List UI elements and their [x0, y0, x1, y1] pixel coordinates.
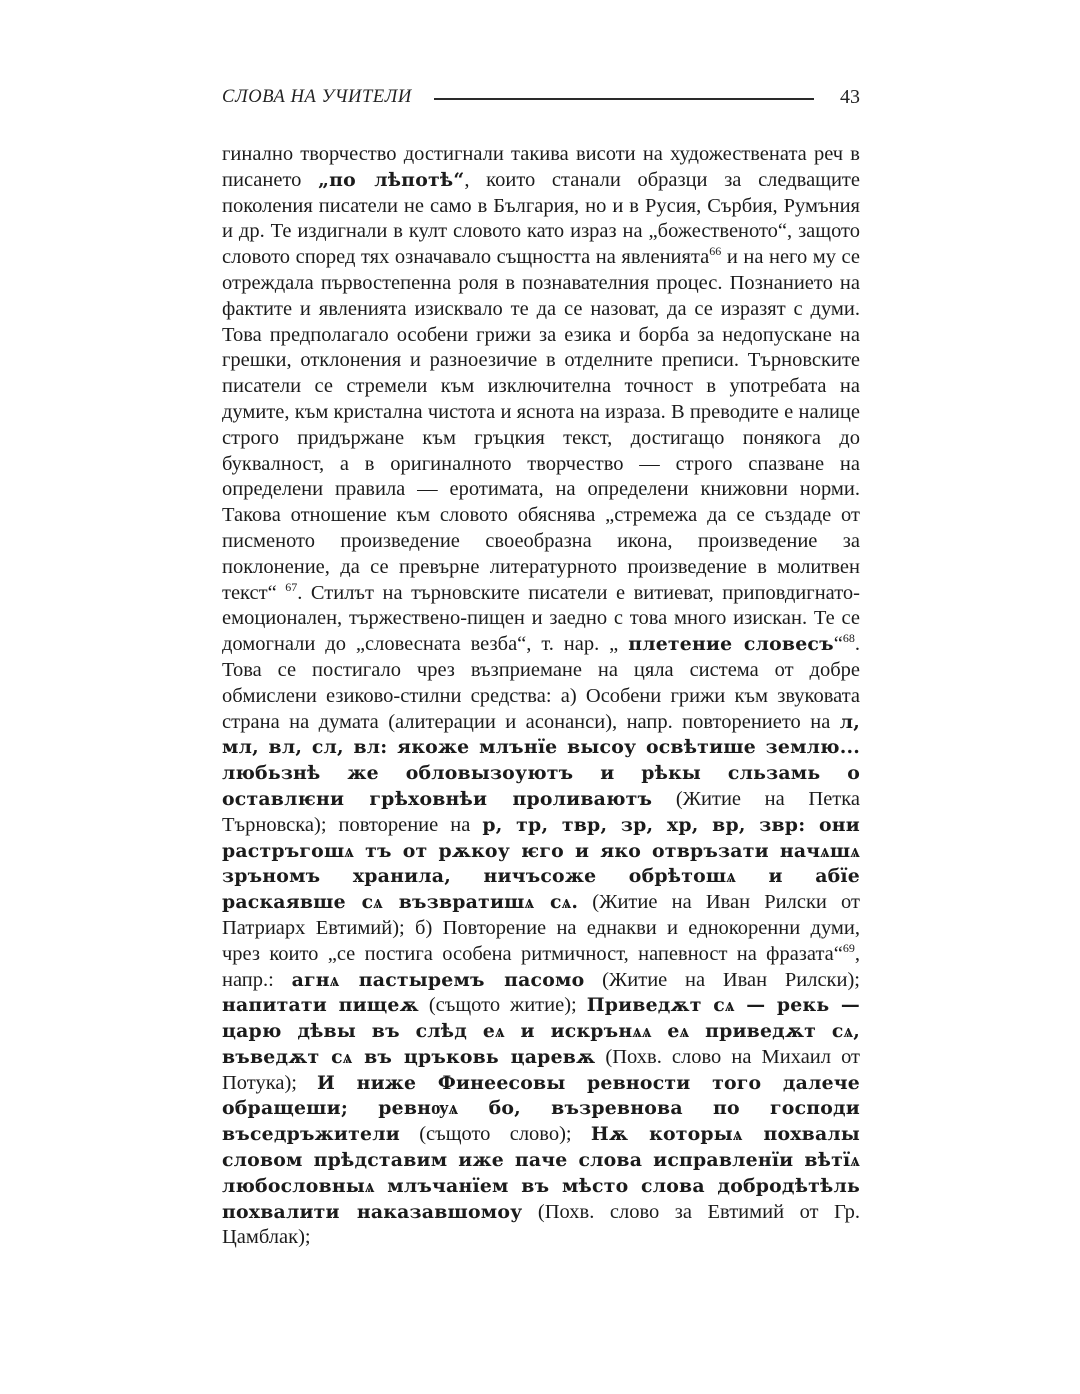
body-paragraph	[222, 142, 860, 1251]
text-run: (същото житие);	[418, 994, 587, 1017]
text-run: (Похв. слово на Михаил от Потука);	[222, 1045, 861, 1094]
text-run: (Похв. слово за Евтимий от Гр. Цамблак);	[222, 1200, 860, 1249]
text-column	[222, 84, 860, 1251]
old-slavonic-quote: Нѫ которыѧ похвалы словом прѣдставим иже паче слова исправленїи вѣтїѧ любословныѧ млъчанїем въ мѣсто слова добродѣтѣль похвалити наказавшомоу	[222, 1123, 861, 1223]
text-run: (същото слово);	[399, 1123, 591, 1146]
page-header	[222, 84, 860, 110]
old-slavonic-quote: агнѧ пастыремъ пасомо	[291, 968, 585, 991]
old-slavonic-quote: л, мл, вл, сл, вл: якоже млънїе высоу освѣтише землю... любьзнѣ же обловызоуютъ и рѣкы сльзамь о оставлѥни грѣховнѣи проливаютъ	[222, 710, 860, 810]
footnote-reference: 68	[842, 631, 855, 646]
text-run: (Житие на Иван Рилски);	[584, 968, 860, 991]
old-slavonic-quote: „по лѣпотѣ“	[318, 168, 465, 191]
text-run: (Житие на Петка Търновска); повторение на	[222, 787, 860, 836]
text-run: гинално творчество достигнали такива висоти на художествената реч в писането	[222, 143, 860, 191]
text-run: . Стилът на търновските писатели е витиеват, приповдигнато-емоционален, тържествено-пищен и заедно с това много изискан. Те се домогнали до „словесната везба“, т. нар. „	[222, 581, 860, 656]
page-number: 43	[840, 85, 860, 108]
text-run: , които станали образци за следващите поколения писатели не само в България, но и в Русия, Сърбия, Румъния и др. Те издигнали в култ словото като израз на „божественото“, защото словото според тях означавало същността на явленията	[222, 168, 860, 269]
footnote-reference: 69	[842, 940, 855, 955]
running-header-title: СЛОВА НА УЧИТЕЛИ	[222, 86, 412, 107]
text-run: (Житие на Иван Рилски от Патриарх Евтимий); б) Повторение на еднакви и еднокоренни думи, чрез които „се постига особена ритмичност, напевност на фразата“	[222, 891, 860, 965]
old-slavonic-quote: Приведѫт сѧ — рекь — царю дѣвы въ слѣд еѧ и искрънѧѧ еѧ приведѫт сѧ, въведѫт сѧ въ цръковь царевѫ	[222, 994, 860, 1068]
footnote-reference: 67	[285, 579, 298, 594]
old-slavonic-quote: плетение словесъ	[628, 633, 834, 656]
text-run: и на него му се отреждала първостепенна роля в познавателния процес. Познанието на фактите и явленията изисквало те да се назоват, да се изразят с думи. Това предполагало особени грижи за езика и борба за недопускане на грешки, отклонения и разноезичие в отделните преписи. Търновските писатели се стремели към изключителна точност в употребата на думите, към кристална чистота и яснота на израза. В преводите е налице строго придържане към гръцкия текст, достигащо понякога до буквалност, а в оригиналното творчество — строго спазване на определени правила — еротимата, на определени книжовни норми. Такова отношение към словото обяснява „стремежа да се създаде от писменото произведение своеобразна икона, произведение за поклонение, да се превърне литературното произведение в молитвен текст“	[222, 246, 860, 604]
text-run: , напр.:	[222, 942, 860, 991]
header-rule	[434, 98, 814, 100]
old-slavonic-quote: И ниже Финеесовы ревности того далече обращеши; ревнѹѧ бо, възревнова по господи въседръжители	[222, 1071, 860, 1146]
old-slavonic-quote: напитати пищеѫ	[222, 994, 419, 1017]
footnote-reference: 66	[709, 244, 722, 259]
text-run: . Това се постигало чрез възприемане на цяла система от добре обмислени езиково-стилни средства: а) Особени грижи към звуковата страна на думата (алитерации и асонанси), напр. повторението на	[222, 633, 860, 733]
text-run: “	[833, 633, 843, 656]
old-slavonic-quote: р, тр, твр, зр, хр, вр, звр: они растръгошѧ тъ от рѫкоу ѥго и яко отвръзати начѧшѧ зръномъ хранила, ничъсоже обрѣтошѧ и абїе раскаявше сѧ възвратишѧ сѧ.	[222, 813, 860, 914]
